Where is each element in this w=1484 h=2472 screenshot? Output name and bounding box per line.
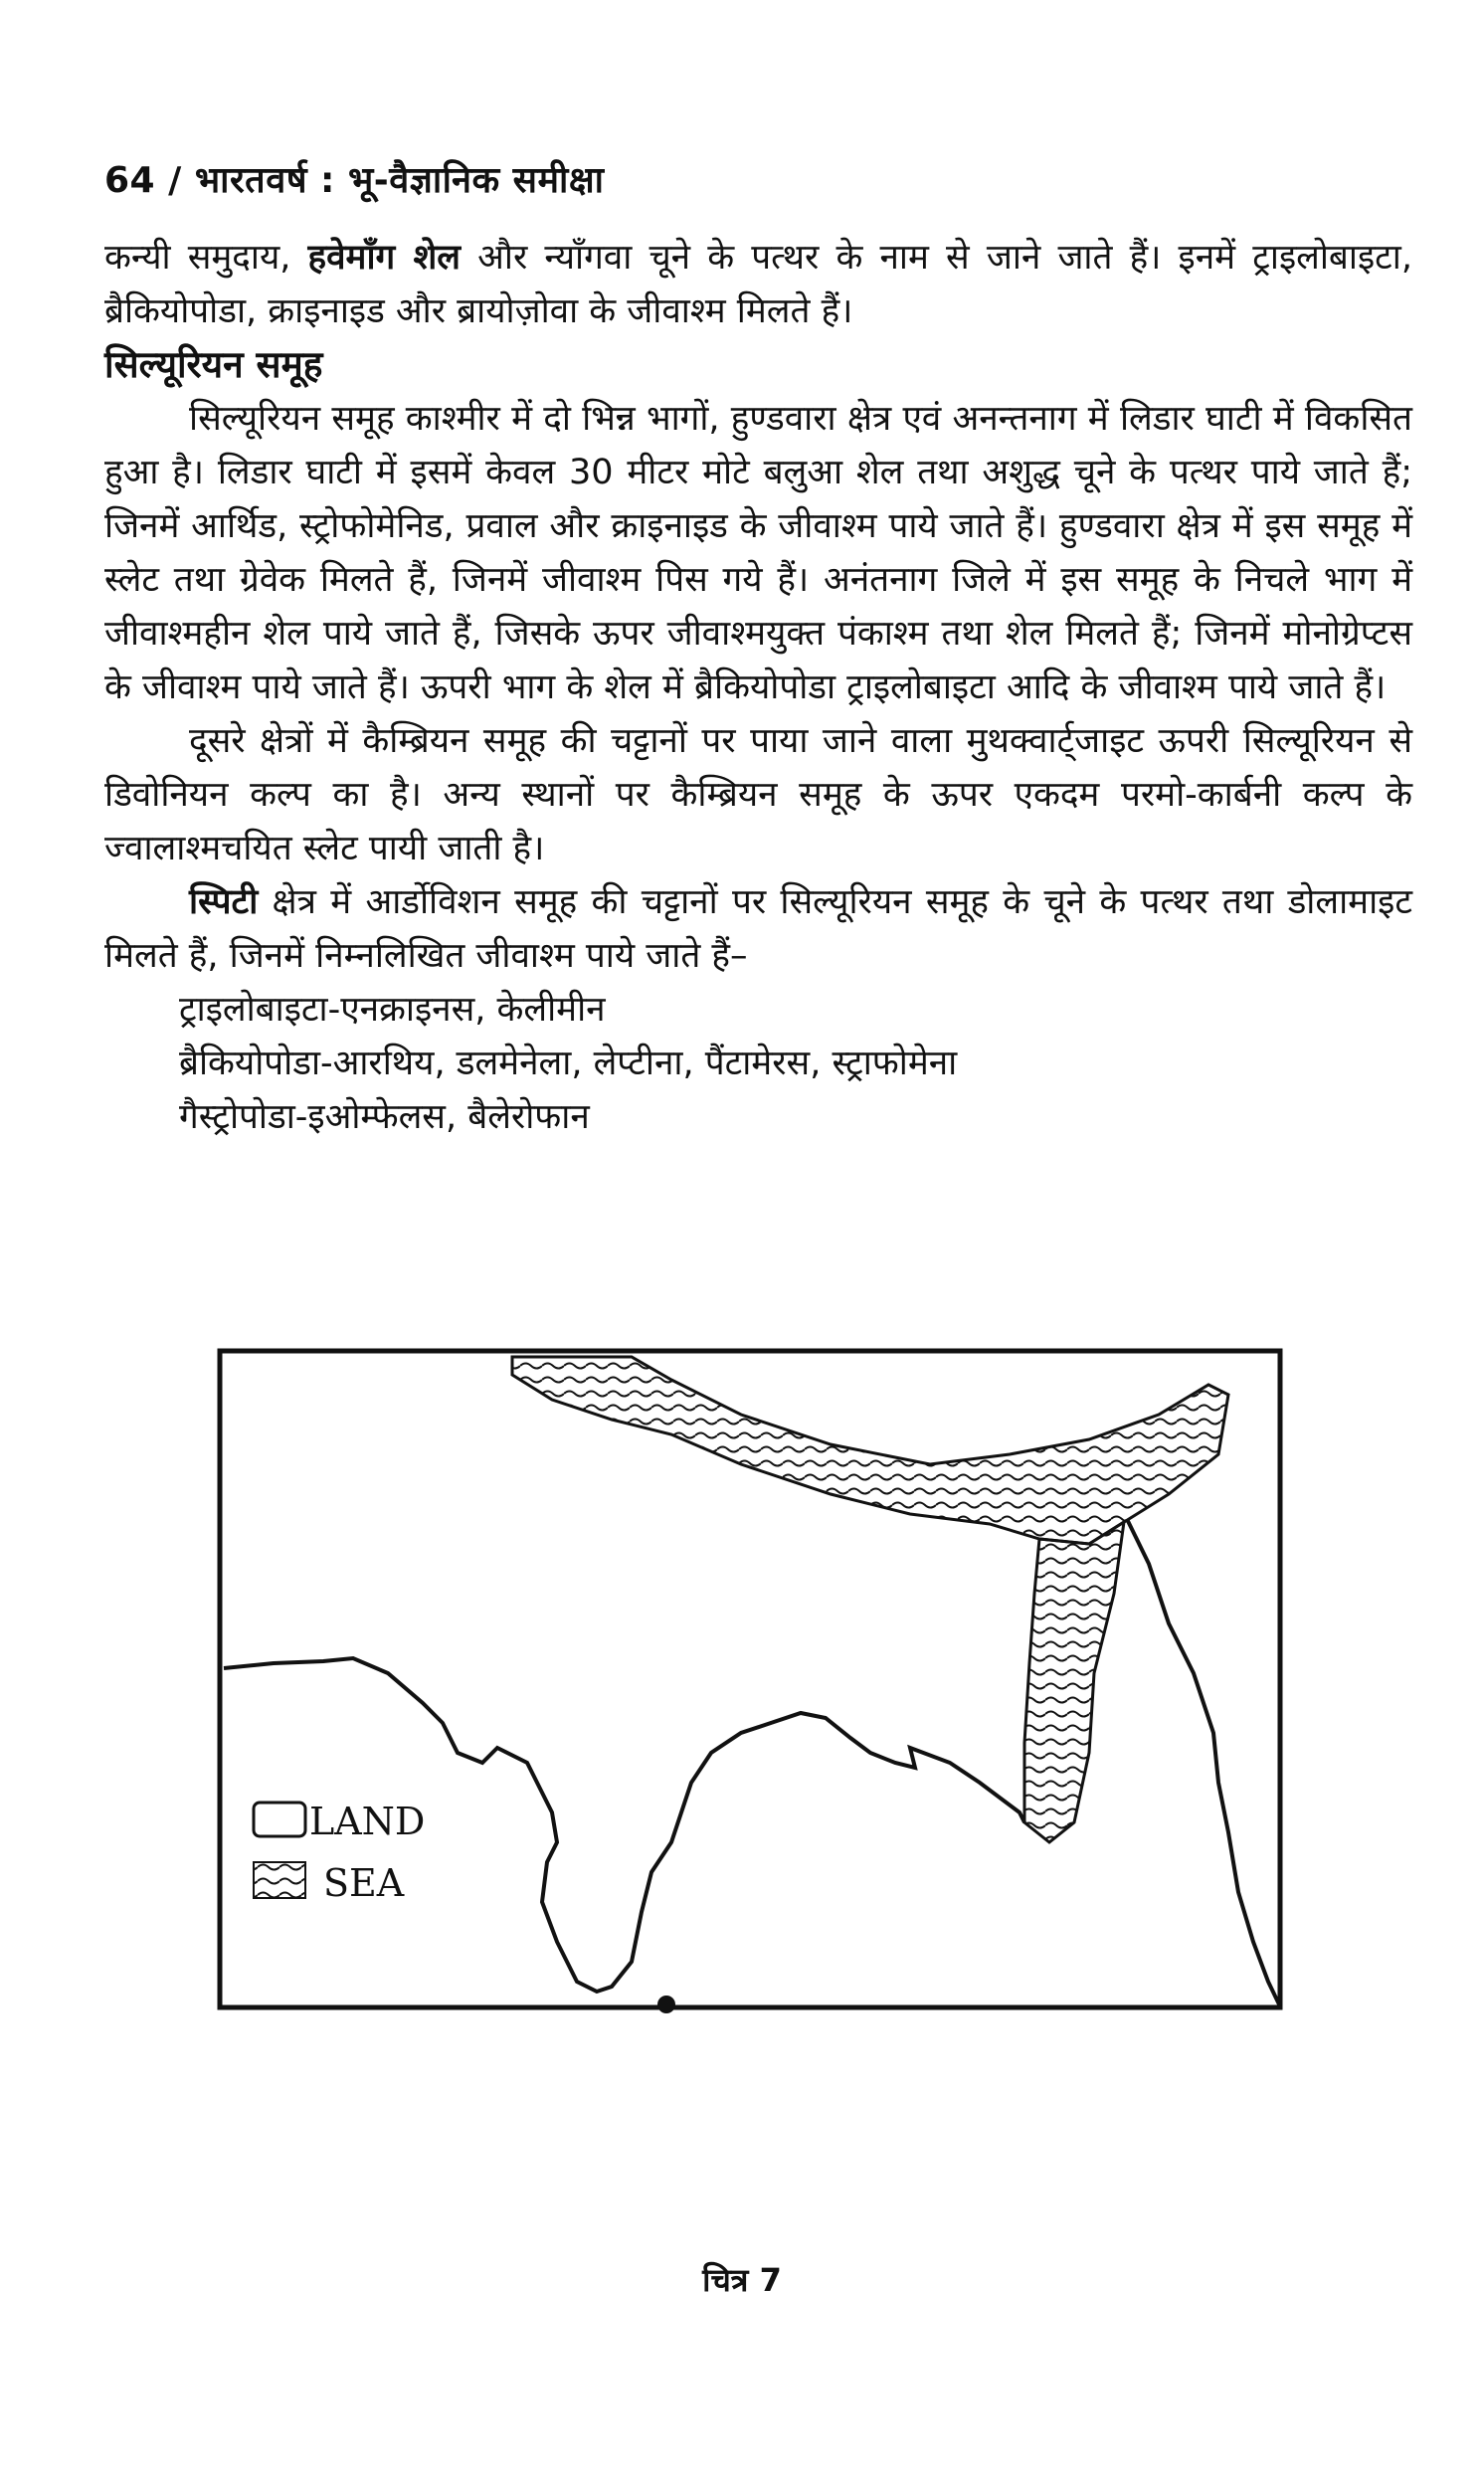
paragraph-1: सिल्यूरियन समूह काश्मीर में दो भिन्न भागों, हुण्डवारा क्षेत्र एवं अनन्तनाग में लिडार घाटी में विकसित हुआ है। लिडार घाटी में इसमें केवल 30 मीटर मोटे बलुआ शेल तथा अशुद्ध चूने के पत्थर पाये जाते हैं; जिनमें आर्थिड, स्ट्रोफोमेनिड, प्रवाल और क्राइनाइड के जीवाश्म पाये जाते हैं। हुण्डवारा क्षेत्र में इस समूह में स्लेट तथा ग्रेवेक मिलते हैं, जिनमें जीवाश्म पिस गये हैं। अनंतनाग जिले में इस समूह के निचले भाग में जीवाश्महीन शेल पाये जाते हैं, जिसके ऊपर जीवाश्मयुक्त पंकाश्म तथा शेल मिलते हैं; जिनमें मोनोग्रेप्टस के जीवाश्म पाये जाते हैं। ऊपरी भाग के शेल में ब्रैकियोपोडा ट्राइलोबाइटा आदि के जीवाश्म पाये जाते हैं। — [104, 399, 1412, 707]
legend-sea-label: SEA — [323, 1861, 405, 1905]
map-svg — [214, 1345, 1288, 2016]
map-legend — [254, 1800, 425, 1905]
intro-text-end: और न्याँगवा चूने के पत्थर के नाम से जाने जाते हैं। इनमें ट्राइलोबाइटा, ब्रैकियोपोडा, क्राइनाइड और ब्रायोज़ोवा के जीवाश्म मिलते हैं। — [104, 238, 1412, 331]
paragraph-3 — [104, 875, 1412, 983]
fossil-list-item: गैस्ट्रोपोडा-इओम्फेलस, बैलेरोफान — [179, 1097, 590, 1137]
paragraph-2: दूसरे क्षेत्रों में कैम्ब्रियन समूह की चट्टानों पर पाया जाने वाला मुथक्वार्ट्जाइट ऊपरी सिल्यूरियन से डिवोनियन कल्प का है। अन्य स्थानों पर कैम्ब्रियन समूह के ऊपर एकदम परमो-कार्बनी कल्प के ज्वालाश्मचयित स्लेट पायी जाती है। — [104, 721, 1412, 868]
paleogeographic-map — [214, 1345, 1288, 2016]
intro-paragraph — [104, 231, 1412, 338]
body-text — [104, 231, 1412, 1144]
running-header: 64 / भारतवर्ष : भू-वैज्ञानिक समीक्षा — [104, 160, 605, 201]
fossil-list-item: ट्राइलोबाइटा-एनक्राइनस, केलीमीन — [179, 990, 606, 1030]
sea-wave-icon — [254, 1862, 305, 1898]
intro-text-start: कन्यी समुदाय, — [104, 238, 308, 278]
land-box-icon — [254, 1803, 305, 1836]
fossil-list-item: ब्रैकियोपोडा-आरथिय, डलमेनेला, लेप्टीना, पैंटामेरस, स्ट्राफोमेना — [179, 1044, 958, 1083]
spiti-bold-term: स्पिटी — [189, 882, 259, 922]
legend-land-label: LAND — [309, 1800, 426, 1843]
intro-bold-term: हवेमाँग शेल — [307, 238, 461, 278]
paragraph-3-text: क्षेत्र में आर्डोविशन समूह की चट्टानों पर सिल्यूरियन समूह के चूने के पत्थर तथा डोलामाइट मिलते हैं, जिनमें निम्नलिखित जीवाश्म पाये जाते हैं– — [104, 882, 1412, 976]
sea-region — [512, 1357, 1228, 1544]
section-heading-silurian: सिल्यूरियन समूह — [104, 343, 323, 386]
map-dot — [657, 1996, 675, 2013]
sea-region-tongue — [1024, 1522, 1124, 1842]
land-coastline-east — [1127, 1519, 1280, 2006]
figure-caption: चित्र 7 — [702, 2261, 782, 2299]
